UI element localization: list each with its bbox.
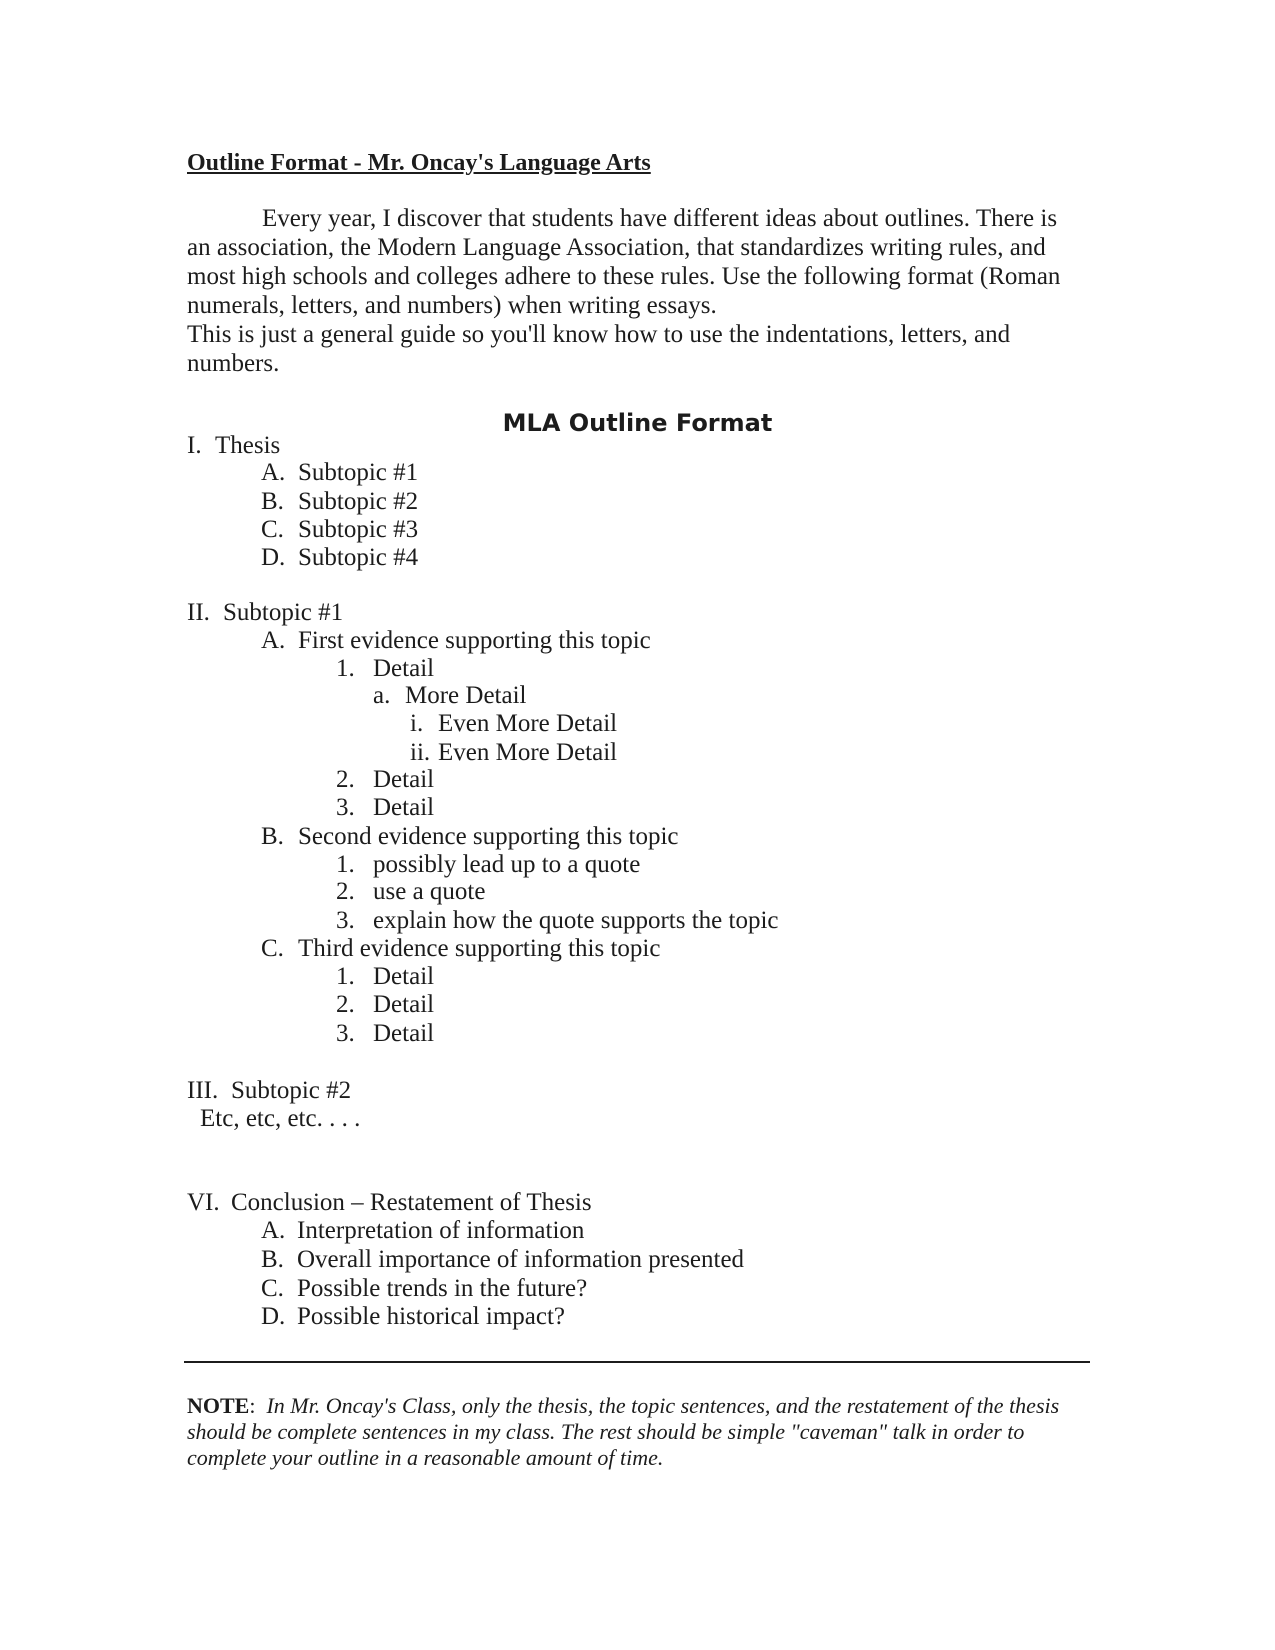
outline-item: [261, 1274, 587, 1303]
outline-label: A.: [261, 459, 286, 486]
outline-label: 1.: [336, 655, 355, 682]
outline-item: [336, 765, 434, 794]
outline-item: [261, 1216, 584, 1245]
outline-text: Subtopic #3: [298, 516, 419, 543]
outline-text: Detail: [373, 655, 435, 682]
outline-item: [261, 1245, 744, 1274]
outline-label: C.: [261, 935, 284, 962]
outline-text: Second evidence supporting this topic: [298, 823, 679, 850]
outline-text: use a quote: [373, 878, 486, 905]
note-label: NOTE: [187, 1393, 250, 1418]
outline-text: explain how the quote supports the topic: [373, 907, 779, 934]
outline-item: [336, 793, 434, 822]
outline-label: B.: [261, 823, 284, 850]
outline-item: [261, 487, 418, 516]
intro-text: [187, 204, 1077, 378]
outline-text: Detail: [373, 991, 435, 1018]
outline-item: [261, 1302, 565, 1331]
outline-label: 1.: [336, 963, 355, 990]
outline-text: Even More Detail: [438, 739, 618, 766]
outline-text: Detail: [373, 963, 435, 990]
outline-label: 2.: [336, 766, 355, 793]
outline-text: Possible historical impact?: [297, 1303, 566, 1330]
note-block: [187, 1393, 1067, 1471]
outline-text: Detail: [373, 1020, 435, 1047]
intro-paragraph: Every year, I discover that students have different ideas about outlines. There is an association, the Modern Language Association, that standardizes writing rules, and most high schools and colleges adhere to these rules. Use the following format (Roman numerals, letters, and numbers) when writing essays.: [187, 205, 1061, 319]
outline-item: [336, 990, 434, 1019]
outline-text: possibly lead up to a quote: [373, 851, 641, 878]
outline-text: Subtopic #2: [231, 1077, 352, 1104]
outline-label: D.: [261, 1303, 286, 1330]
outline-etc: Etc, etc, etc. . . .: [200, 1105, 361, 1132]
outline-item: [336, 654, 434, 683]
outline-label: C.: [261, 516, 284, 543]
outline-label: B.: [261, 1246, 284, 1273]
outline-text: Third evidence supporting this topic: [298, 935, 661, 962]
outline-label: 3.: [336, 1020, 355, 1047]
outline-label: C.: [261, 1275, 284, 1302]
outline-text: First evidence supporting this topic: [298, 627, 651, 654]
outline-text: Subtopic #2: [298, 488, 419, 515]
outline-label: I.: [187, 432, 202, 459]
outline-label: ii.: [410, 739, 431, 766]
outline-label: III.: [187, 1077, 219, 1104]
document-title: Outline Format - Mr. Oncay's Language Arts: [187, 150, 651, 176]
outline-item: [373, 681, 526, 710]
outline-text: Possible trends in the future?: [297, 1275, 588, 1302]
outline-text: Subtopic #1: [298, 459, 419, 486]
note-text: In Mr. Oncay's Class, only the thesis, the topic sentences, and the restatement of the thesis should be complete sentences in my class. The rest should be simple "caveman" talk in order to complete your outline in a reasonable amount of time.: [187, 1393, 1060, 1470]
outline-label: VI.: [187, 1189, 220, 1216]
outline-item: [410, 738, 617, 767]
outline-item: [261, 822, 678, 851]
outline-item: [261, 626, 651, 655]
outline-item-subtopic-2: [187, 1076, 351, 1105]
outline-label: 1.: [336, 851, 355, 878]
outline-label: a.: [373, 682, 391, 709]
outline-text: Even More Detail: [438, 710, 618, 737]
note-colon: :: [249, 1393, 256, 1418]
outline-item-thesis: [187, 431, 280, 460]
outline-label: II.: [187, 599, 210, 626]
outline-label: A.: [261, 627, 286, 654]
outline-text: Thesis: [215, 432, 281, 459]
outline-item-conclusion: [187, 1188, 592, 1217]
outline-item: [336, 906, 778, 935]
outline-text: Subtopic #1: [223, 599, 344, 626]
outline-text: More Detail: [405, 682, 527, 709]
outline-text: Overall importance of information presented: [297, 1246, 745, 1273]
outline-label: A.: [261, 1217, 286, 1244]
outline-item: [336, 1019, 434, 1048]
outline-item: [261, 458, 418, 487]
outline-heading: MLA Outline Format: [502, 409, 773, 437]
outline-label: D.: [261, 544, 286, 571]
outline-label: 2.: [336, 991, 355, 1018]
outline-item: [261, 543, 418, 572]
outline-text: Detail: [373, 766, 435, 793]
outline-item: [261, 515, 418, 544]
outline-label: 3.: [336, 907, 355, 934]
outline-item: [336, 962, 434, 991]
outline-item: [410, 709, 617, 738]
outline-label: i.: [410, 710, 424, 737]
outline-item: [336, 850, 640, 879]
intro-paragraph: This is just a general guide so you'll know how to use the indentations, letters, and numbers.: [187, 321, 1011, 377]
outline-item: [261, 934, 660, 963]
outline-text: Detail: [373, 794, 435, 821]
outline-label: 3.: [336, 794, 355, 821]
outline-label: B.: [261, 488, 284, 515]
horizontal-divider: [184, 1361, 1090, 1363]
outline-item: [336, 877, 485, 906]
outline-label: 2.: [336, 878, 355, 905]
outline-text: Interpretation of information: [297, 1217, 585, 1244]
outline-text: Conclusion – Restatement of Thesis: [231, 1189, 592, 1216]
outline-text: Subtopic #4: [298, 544, 419, 571]
outline-item-subtopic-1: [187, 598, 343, 627]
